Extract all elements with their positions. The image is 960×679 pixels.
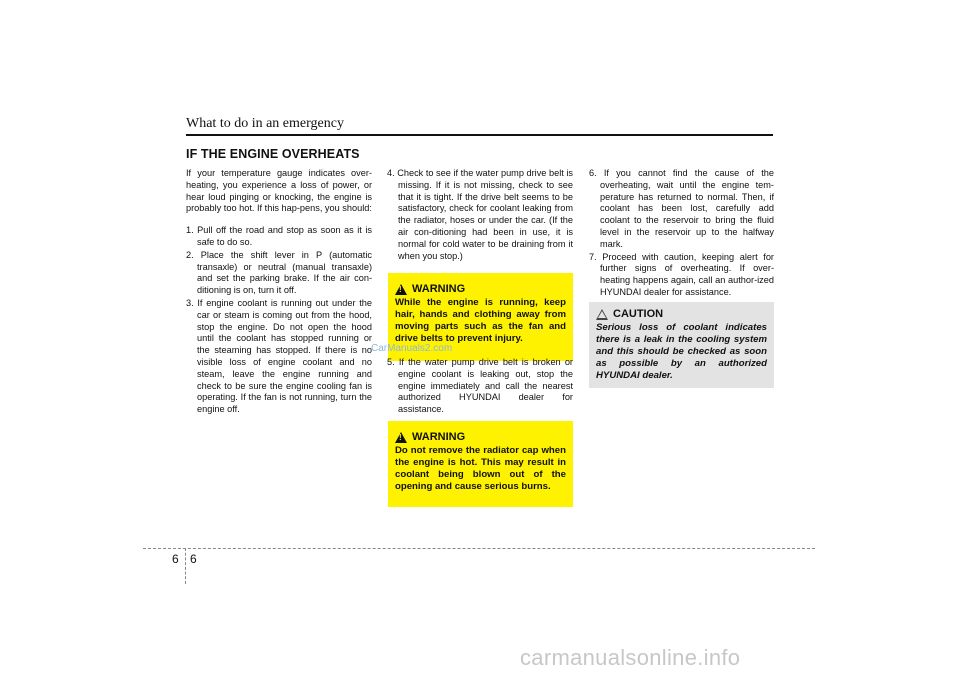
column-3	[589, 168, 774, 300]
warning-header	[395, 283, 566, 295]
footer-divider	[143, 548, 815, 549]
caution-header	[596, 308, 767, 320]
caution-triangle-icon	[596, 309, 608, 320]
caution-box	[589, 302, 774, 388]
caution-label: CAUTION	[613, 308, 664, 320]
caution-text: Serious loss of coolant indicates there is a leak in the cooling system and this should be checked as soon as possible by an authorized HYUNDAI dealer.	[596, 322, 767, 381]
warning-text: While the engine is running, keep hair, hands and clothing away from moving parts such as the fan and drive belts to prevent injury.	[395, 297, 566, 344]
step-2: 2. Place the shift lever in P (automatic transaxle) or neutral (manual transaxle) and set the parking brake. If the air con-ditioning is on, turn it off.	[186, 249, 372, 296]
warning-label: WARNING	[412, 283, 466, 295]
steps-list-1	[186, 225, 372, 416]
step-7: 7. Proceed with caution, keeping alert for further signs of overheating. If over-heating happens again, call an author-ized HYUNDAI dealer for assistance.	[589, 251, 774, 297]
step-4: 4. Check to see if the water pump drive belt is missing. If it is not missing, check to see that it is tight. If the drive belt seems to be satisfactory, check for coolant leaking from the radiator, hoses or under the car. (If the air con-ditioning had been in use, it is normal for cold water to be draining from it when you stop.)	[387, 168, 573, 261]
section-title: IF THE ENGINE OVERHEATS	[186, 147, 360, 161]
header-rule	[186, 134, 773, 136]
steps-list-3	[387, 357, 573, 416]
warning-triangle-icon	[395, 432, 407, 443]
header-title: What to do in an emergency	[186, 116, 344, 131]
warning-label: WARNING	[412, 431, 466, 443]
footer-vertical-divider	[185, 548, 186, 584]
column-2	[387, 168, 573, 263]
watermark: CarManuals2.com	[371, 343, 453, 354]
steps-list-2	[387, 168, 573, 262]
step-3: 3. If engine coolant is running out under the car or steam is coming out from the hood, stop the engine. Do not open the hood until the coolant has stopped running or the steaming has stopped. If there is no visible loss of engine coolant and no steam, leave the engine running and check to be sure the engine cooling fan is operating. If the fan is not running, turn the engine off.	[186, 297, 372, 415]
intro-paragraph: If your temperature gauge indicates over-heating, you experience a loss of power, or hear loud pinging or knocking, the engine is probably too hot. If this hap-pens, you should:	[186, 168, 372, 214]
step-5: 5. If the water pump drive belt is broken or engine coolant is leaking out, stop the engine immediately and call the nearest authorized HYUNDAI dealer for assistance.	[387, 357, 573, 415]
warning-text: Do not remove the radiator cap when the engine is hot. This may result in coolant being blown out of the opening and cause serious burns.	[395, 445, 566, 492]
site-watermark: carmanualsonline.info	[520, 645, 741, 670]
step-6: 6. If you cannot find the cause of the overheating, wait until the engine tem-perature has returned to normal. Then, if coolant has been lost, carefully add coolant to the reservoir to bring the fluid level in the reservoir up to the halfway mark.	[589, 168, 774, 249]
warning-header	[395, 431, 566, 443]
warning-box-radiator-cap	[388, 421, 573, 507]
column-2-lower	[387, 357, 573, 417]
steps-list-4	[589, 168, 774, 299]
step-1: 1. Pull off the road and stop as soon as it is safe to do so.	[186, 225, 372, 247]
page-number: 6	[190, 552, 197, 566]
chapter-number: 6	[172, 552, 179, 566]
warning-triangle-icon	[395, 284, 407, 295]
column-1	[186, 168, 372, 417]
